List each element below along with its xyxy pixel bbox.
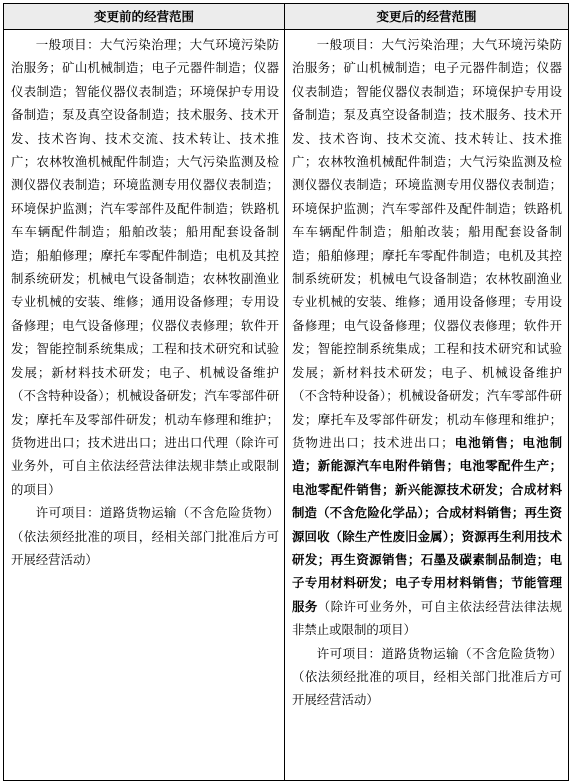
column-after [285, 30, 568, 780]
before-general-items: 一般项目：大气污染治理；大气环境污染防治服务；矿山机械制造；电子元器件制造；仪器仪表制造；智能仪器仪表制造；环境保护专用设备制造；泵及真空设备制造；技术服务、技术开发、技术咨询、技术交流、技术转让、技术推广；农林牧渔机械配件制造；大气污染监测及检测仪器仪表制造；环境监测专用仪器仪表制造；环境保护监测；汽车零部件及配件制造；铁路机车车辆配件制造；船舶改装；船用配套设备制造；船舶修理；摩托车零配件制造；电机及其控制系统研发；机械电气设备制造；农林牧副渔业专业机械的安装、维修；通用设备修理；专用设备修理；电气设备修理；仪器仪表修理；软件开发；智能控制系统集成；工程和技术研究和试验发展；新材料技术研发；电子、机械设备维护（不含特种设备）；机械设备研发；汽车零部件研发；摩托车及零部件研发；机动车修理和维护；货物进出口；技术进出口；进出口代理（除许可业务外，可自主依法经营法律法规非禁止或限制的项目） [11, 37, 279, 497]
after-license-items: 许可项目：道路货物运输（不含危险货物）（依法须经批准的项目，经相关部门批准后方可开展经营活动） [292, 645, 562, 708]
before-license-items: 许可项目：道路货物运输（不含危险货物）（依法须经批准的项目，经相关部门批准后方可开展经营活动） [11, 505, 279, 567]
column-before [4, 30, 285, 780]
business-scope-table [3, 3, 569, 781]
after-general-added: 电池销售；电池制造；新能源汽车电附件销售；电池零配件生产；电池零配件销售；新兴能源技术研发；合成材料制造（不含危险化学品）；合成材料销售；再生资源回收（除生产性废旧金属）；资源再生利用技术研发；再生资源销售；石墨及碳素制品制造；电子专用材料研发；电子专用材料销售；节能管理服务 [292, 434, 563, 614]
header-after: 变更后的经营范围 [285, 4, 568, 30]
header-before: 变更前的经营范围 [4, 4, 285, 30]
after-general-end: （除许可业务外，可自主依法经营法律法规非禁止或限制的项目） [292, 598, 563, 638]
after-general-items [292, 33, 562, 642]
after-general-start: 一般项目：大气污染治理；大气环境污染防治服务；矿山机械制造；电子元器件制造；仪器仪表制造；智能仪器仪表制造；环境保护专用设备制造；泵及真空设备制造；技术服务、技术开发、技术咨询、技术交流、技术转让、技术推广；农林牧渔机械配件制造；大气污染监测及检测仪器仪表制造；环境监测专用仪器仪表制造；环境保护监测；汽车零部件及配件制造；铁路机车车辆配件制造；船舶改装；船用配套设备制造；船舶修理；摩托车零配件制造；电机及其控制系统研发；机械电气设备制造；农林牧副渔业专业机械的安装、维修；通用设备修理；专用设备修理；电气设备修理；仪器仪表修理；软件开发；智能控制系统集成；工程和技术研究和试验发展；新材料技术研发；电子、机械设备维护（不含特种设备）；机械设备研发；汽车零部件研发；摩托车及零部件研发；机动车修理和维护；货物进出口；技术进出口； [292, 37, 562, 450]
